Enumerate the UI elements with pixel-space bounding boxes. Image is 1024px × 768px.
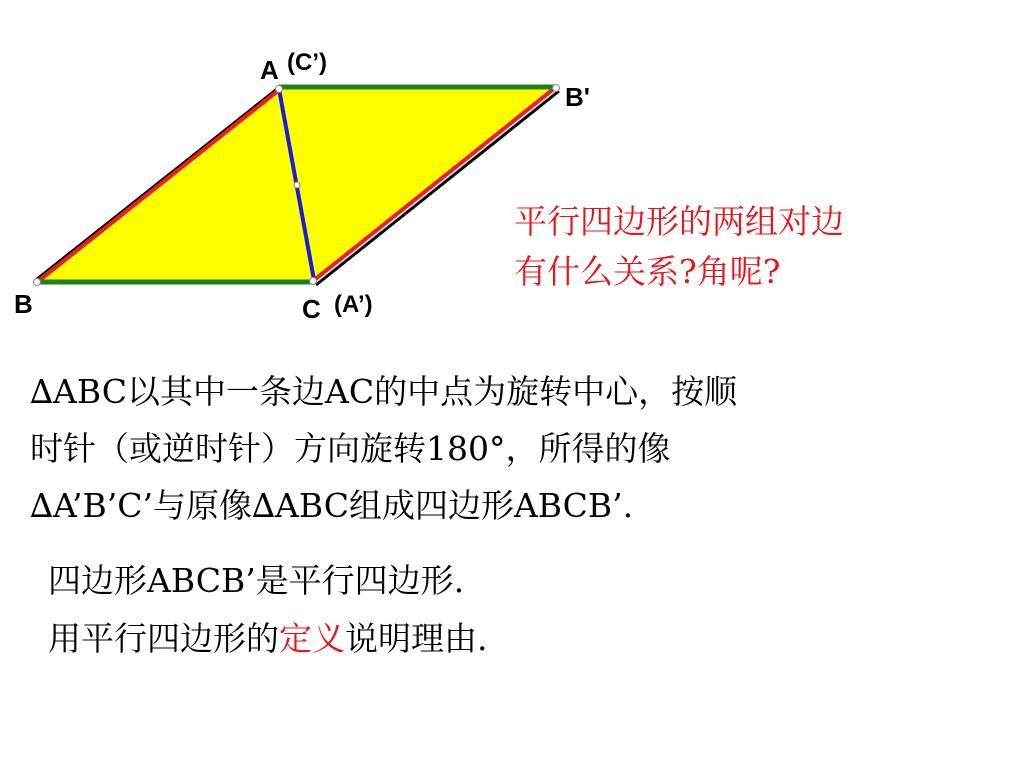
question-line-1: 平行四边形的两组对边: [514, 202, 844, 241]
midpoint-ac: [294, 182, 300, 188]
vertex-a: [276, 86, 283, 93]
conclusion-line-2-prefix: 用平行四边形的: [48, 619, 279, 658]
conclusion-line-2-suffix: 说明理由.: [345, 619, 488, 658]
conclusion-text: [48, 552, 488, 668]
vertex-c: [310, 278, 317, 285]
label-b: B: [14, 289, 33, 319]
vertex-bprime: [553, 85, 560, 92]
label-a: A: [260, 55, 279, 85]
conclusion-line-2: [48, 610, 488, 668]
label-a-prime: (A’): [334, 291, 373, 318]
vertex-b: [34, 279, 41, 286]
definition-highlight: 定义: [279, 619, 345, 658]
label-c: C: [302, 294, 321, 324]
question-line-2: 有什么关系?角呢?: [514, 252, 781, 291]
question-text: [514, 197, 844, 297]
rotation-paragraph: [30, 363, 737, 534]
paragraph-line-3: ∆A’B’C’与原像∆ABC组成四边形ABCB’.: [30, 486, 634, 525]
label-c-prime: (C’): [287, 49, 327, 76]
conclusion-line-1: 四边形ABCB’是平行四边形.: [48, 561, 465, 600]
paragraph-line-1: ∆ABC以其中一条边AC的中点为旋转中心，按顺: [30, 372, 738, 411]
label-b-prime: B': [565, 82, 590, 112]
paragraph-line-2: 时针（或逆时针）方向旋转180°，所得的像: [30, 429, 671, 468]
